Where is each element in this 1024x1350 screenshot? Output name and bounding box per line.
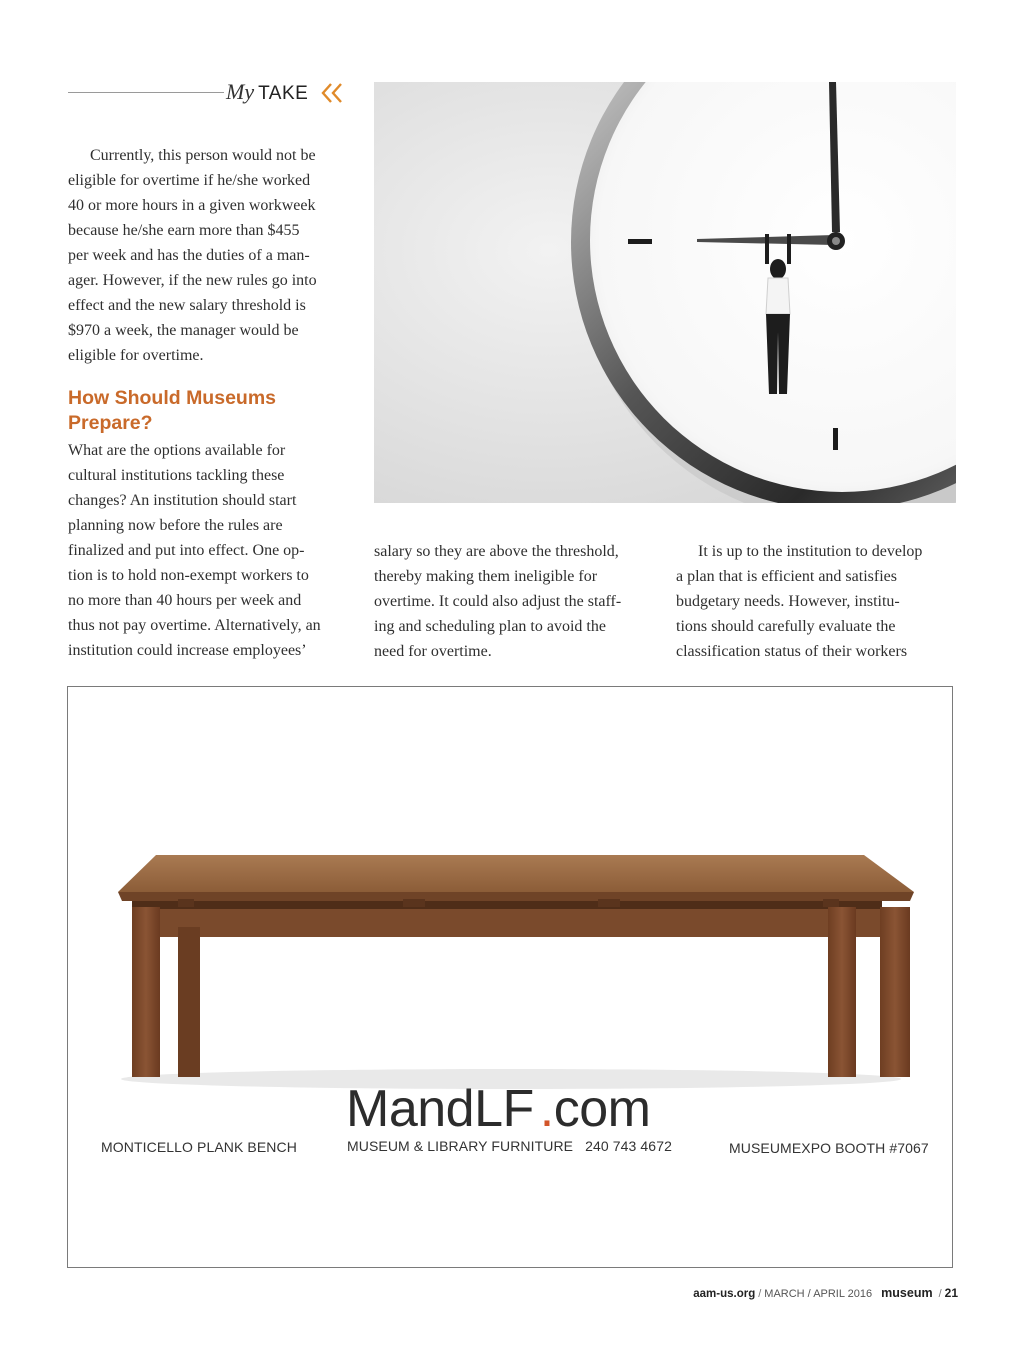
text-line: a plan that is efficient and satisfies [676,568,897,585]
text-line: tion is to hold non-exempt workers to [68,567,309,584]
text-line: salary so they are above the threshold, [374,543,619,560]
text-line: finalized and put into effect. One op- [68,542,305,559]
footer-magazine: museum [881,1286,933,1300]
text-line: tions should carefully evaluate the [676,618,896,635]
column-3 [676,539,961,664]
double-chevron-left-icon [320,82,344,104]
text-line: institution could increase employees’ [68,642,307,659]
text-line: ager. However, if the new rules go into [68,272,317,289]
text-line: eligible for overtime. [68,347,204,364]
column-2 [374,539,659,664]
header-rule [68,92,224,93]
section-header [68,78,368,108]
text-line: effect and the new salary threshold is [68,297,306,314]
text-line: classification status of their workers [676,643,908,660]
text-line: per week and has the duties of a man- [68,247,310,264]
section-label [226,78,308,108]
text-line: $970 a week, the manager would be [68,322,299,339]
text-line: overtime. It could also adjust the staff- [374,593,622,610]
text-line: budgetary needs. However, institu- [676,593,900,610]
section-label-take: TAKE [258,83,309,104]
clock-illustration [374,82,956,503]
brand-logo [346,1079,650,1139]
column-1-body [68,438,358,663]
footer-issue: MARCH / APRIL 2016 [764,1288,873,1300]
text-line: eligible for overtime if he/she worked [68,172,311,189]
company-phone: 240 743 4672 [585,1138,672,1154]
brand-dot: . [539,1080,554,1138]
page-number: 21 [944,1286,958,1300]
text-line: no more than 40 hours per week and [68,592,302,609]
text-line: ing and scheduling plan to avoid the [374,618,606,635]
text-line: Currently, this person would not be [90,147,316,164]
footer-sep: / [758,1288,762,1300]
product-name: MONTICELLO PLANK BENCH [101,1139,297,1155]
text-line: need for overtime. [374,643,492,660]
clock-icon [374,82,956,503]
text-line: planning now before the rules are [68,517,283,534]
footer-sep: / [938,1288,942,1300]
heading-line: Prepare? [68,412,153,434]
footer-site: aam-us.org [693,1288,756,1300]
text-line: thus not pay overtime. Alternatively, an [68,617,321,634]
section-label-my: My [226,79,255,104]
text-line: It is up to the institution to develop [698,543,923,560]
company-name: MUSEUM & LIBRARY FURNITURE [347,1138,574,1154]
brand-suffix: com [553,1080,651,1138]
page-footer [620,1285,958,1302]
heading-line: How Should Museums [68,387,277,409]
text-line: What are the options available for [68,442,286,459]
brand-main: MandLF [346,1080,534,1138]
text-line: thereby making them ineligible for [374,568,598,585]
text-line: because he/she earn more than $455 [68,222,300,239]
column-1-intro [68,143,358,368]
furniture-ad [67,686,953,1268]
company-line [347,1137,672,1155]
section-heading [68,386,358,436]
text-line: changes? An institution should start [68,492,297,509]
text-line: cultural institutions tackling these [68,467,285,484]
booth-number: MUSEUMEXPO BOOTH #7067 [729,1140,929,1156]
text-line: 40 or more hours in a given workweek [68,197,316,214]
bench-icon [68,687,953,1107]
